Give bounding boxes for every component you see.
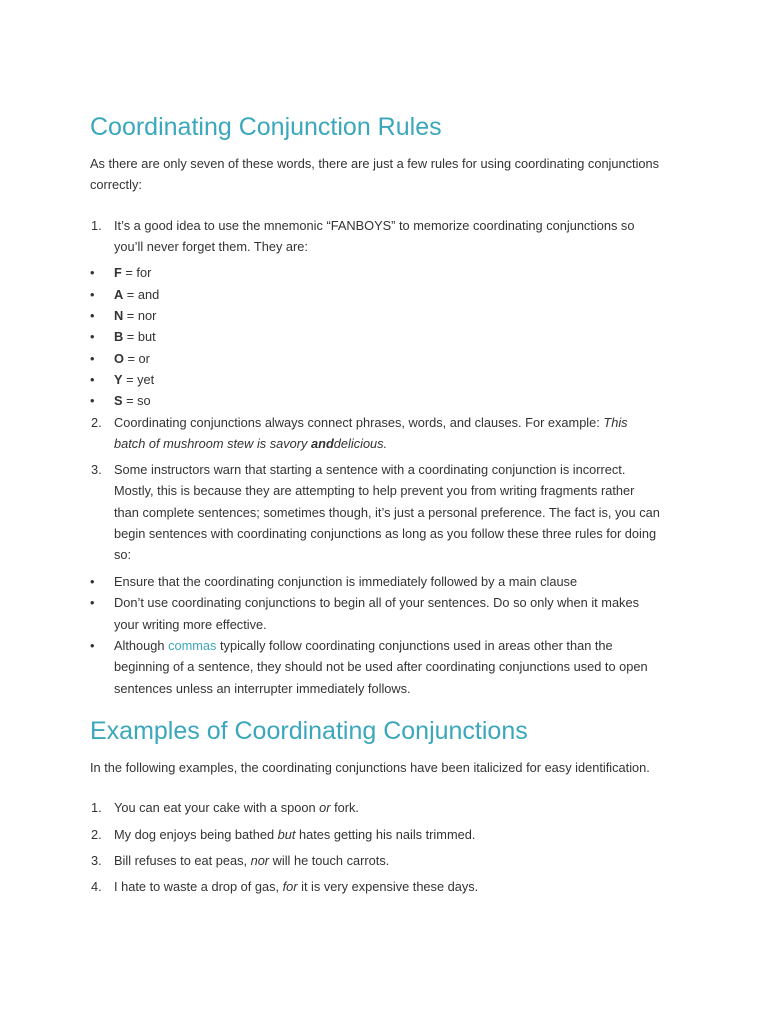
example-text: it is very expensive these days. (297, 879, 479, 894)
bullet: • (90, 372, 95, 387)
example-conjunction: or (319, 800, 331, 815)
fanboys-item-a (114, 284, 159, 306)
heading-examples: Examples of Coordinating Conjunctions (90, 717, 528, 745)
rule-2-number: 2. (91, 415, 102, 430)
example-text: fork. (330, 800, 359, 815)
rule-1-line-1: It’s a good idea to use the mnemonic “FANBOYS” to memorize coordinating conjunctions so (114, 218, 635, 233)
fanboys-letter: Y (114, 372, 123, 387)
rule-3-line-5: so: (114, 547, 132, 562)
rule-2-example: batch of mushroom stew is savory (114, 436, 312, 451)
fanboys-item-b (114, 326, 156, 348)
example-2 (114, 824, 475, 846)
intro-line-1: As there are only seven of these words, there are just a few rules for using coordinating conjunctions (90, 156, 660, 171)
fanboys-item-s (114, 390, 151, 412)
example-4 (114, 876, 478, 898)
bullet: • (90, 595, 95, 610)
fanboys-meaning: = and (123, 287, 160, 302)
rule-2-example-start: This (603, 415, 628, 430)
example-1 (114, 797, 359, 819)
bullet: • (90, 308, 95, 323)
rule-3-number: 3. (91, 462, 102, 477)
example-conjunction: but (277, 827, 296, 842)
example-text: You can eat your cake with a spoon (114, 800, 320, 815)
sub-rule-3-text: Although (114, 638, 169, 653)
fanboys-meaning: = for (121, 265, 152, 280)
fanboys-meaning: = yet (122, 372, 155, 387)
example-text: hates getting his nails trimmed. (295, 827, 476, 842)
fanboys-letter: B (114, 329, 124, 344)
commas-link[interactable]: commas (168, 638, 217, 653)
fanboys-item-y (114, 369, 154, 391)
bullet: • (90, 638, 95, 653)
example-2-number: 2. (91, 827, 102, 842)
example-3-number: 3. (91, 853, 102, 868)
example-text: will he touch carrots. (269, 853, 390, 868)
rule-2-example-conjunction: and (311, 436, 334, 451)
fanboys-meaning: = or (123, 351, 150, 366)
fanboys-letter: A (114, 287, 124, 302)
example-conjunction: for (282, 879, 298, 894)
rule-2-text: Coordinating conjunctions always connect phrases, words, and clauses. For example: (114, 415, 604, 430)
rule-3-line-1: Some instructors warn that starting a sentence with a coordinating conjunction is incorrect. (114, 462, 626, 477)
example-text: I hate to waste a drop of gas, (114, 879, 283, 894)
example-3 (114, 850, 389, 872)
rule-3-line-4: begin sentences with coordinating conjunctions as long as you follow these three rules for doing (114, 526, 657, 541)
bullet: • (90, 329, 95, 344)
bullet: • (90, 265, 95, 280)
heading-coordinating-conjunction-rules: Coordinating Conjunction Rules (90, 113, 442, 141)
rule-1-number: 1. (91, 218, 102, 233)
sub-rule-3-line-3: sentences unless an interrupter immediately follows. (114, 681, 411, 696)
fanboys-letter: O (114, 351, 124, 366)
fanboys-item-o (114, 348, 150, 370)
bullet: • (90, 351, 95, 366)
fanboys-meaning: = but (123, 329, 156, 344)
example-conjunction: nor (250, 853, 270, 868)
example-text: My dog enjoys being bathed (114, 827, 278, 842)
example-4-number: 4. (91, 879, 102, 894)
fanboys-letter: N (114, 308, 124, 323)
rule-2-example-end: delicious. (333, 436, 388, 451)
fanboys-item-n (114, 305, 156, 327)
sub-rule-2-line-1: Don’t use coordinating conjunctions to begin all of your sentences. Do so only when it makes (114, 595, 639, 610)
rule-3-line-2: Mostly, this is because they are attempting to help prevent you from writing fragments rather (114, 483, 635, 498)
rule-2-line-1 (114, 412, 628, 434)
fanboys-letter: F (114, 265, 122, 280)
sub-rule-3-text-continued: typically follow coordinating conjunctions used in areas other than the (216, 638, 613, 653)
examples-intro: In the following examples, the coordinating conjunctions have been italicized for easy identification. (90, 760, 650, 775)
rule-3-line-3: than complete sentences; sometimes though, it’s just a personal preference. The fact is, you can (114, 505, 660, 520)
rule-1-line-2: you’ll never forget them. They are: (114, 239, 308, 254)
example-text: Bill refuses to eat peas, (114, 853, 251, 868)
sub-rule-3-line-1 (114, 635, 613, 657)
bullet: • (90, 287, 95, 302)
bullet: • (90, 393, 95, 408)
rule-2-line-2 (114, 433, 387, 455)
bullet: • (90, 574, 95, 589)
fanboys-letter: S (114, 393, 123, 408)
sub-rule-3-line-2: beginning of a sentence, they should not be used after coordinating conjunctions used to open (114, 659, 648, 674)
example-1-number: 1. (91, 800, 102, 815)
sub-rule-2-line-2: your writing more effective. (114, 617, 267, 632)
intro-line-2: correctly: (90, 177, 142, 192)
fanboys-item-f (114, 262, 151, 284)
sub-rule-1: Ensure that the coordinating conjunction is immediately followed by a main clause (114, 574, 578, 589)
fanboys-meaning: = so (122, 393, 151, 408)
fanboys-meaning: = nor (123, 308, 157, 323)
